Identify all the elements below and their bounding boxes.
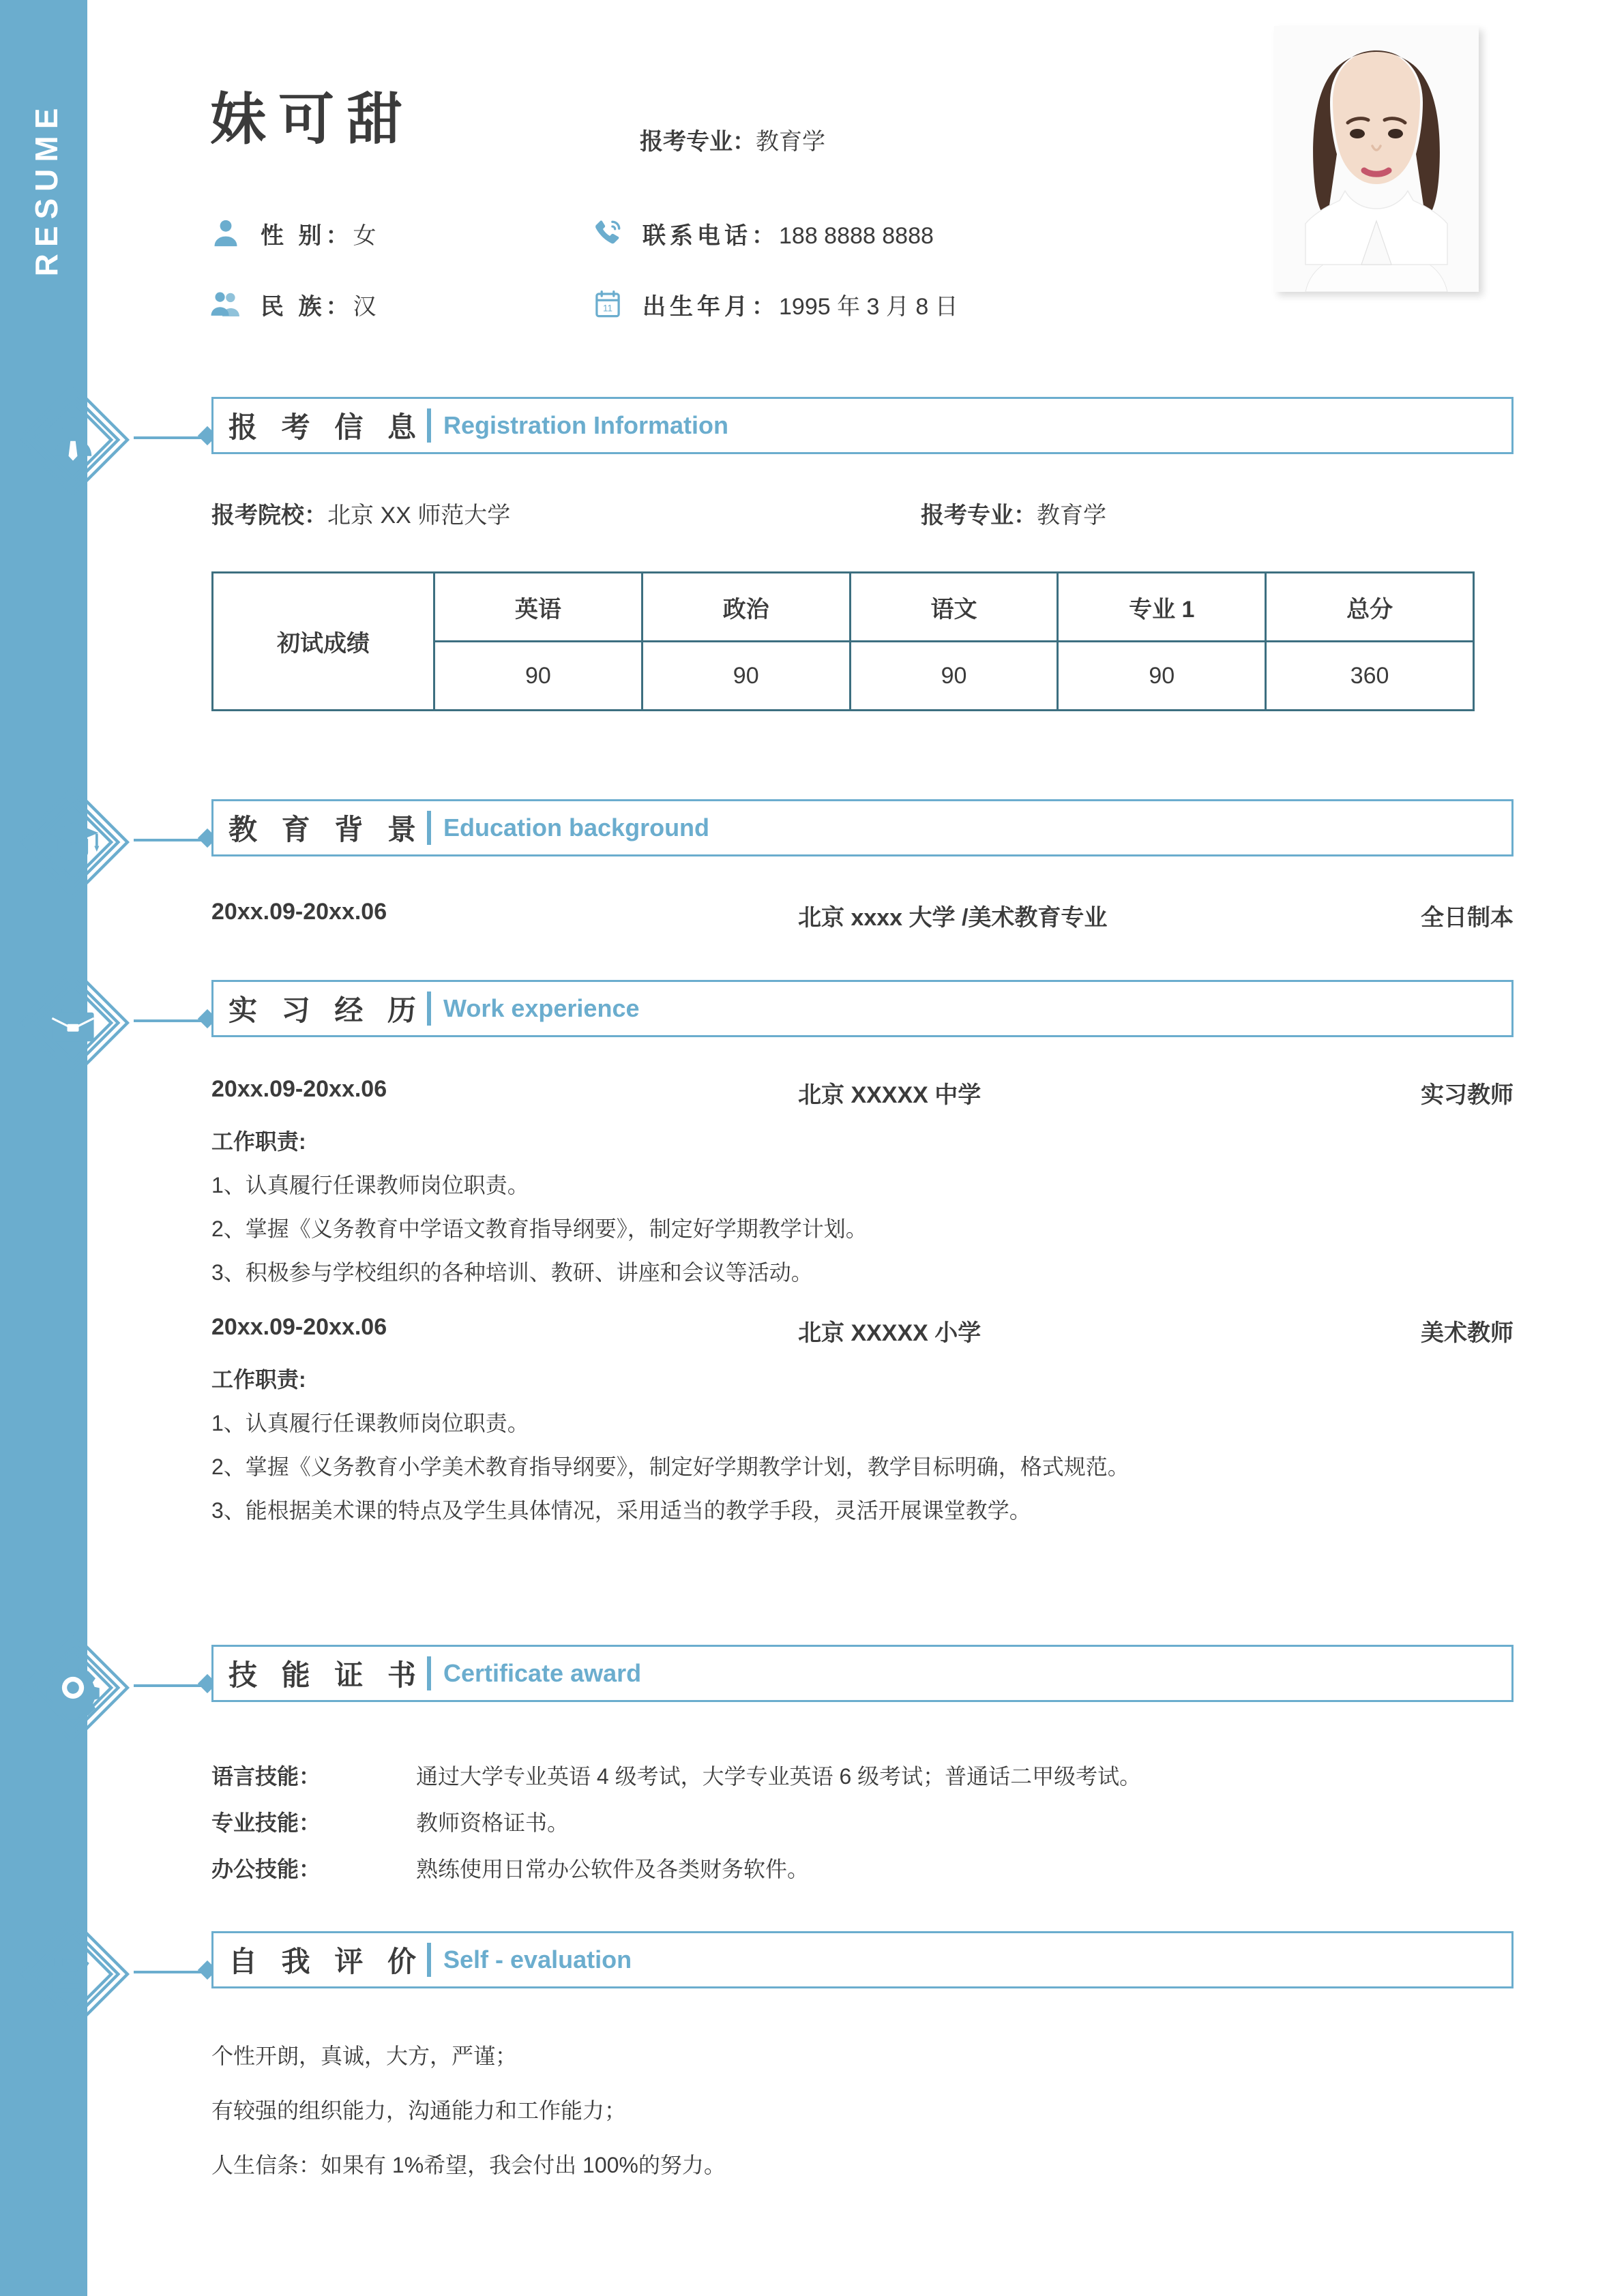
section-title-cn: 自 我 评 价 <box>228 1945 425 1978</box>
field-gender-label: 性 别： <box>261 222 353 249</box>
header <box>87 0 1624 355</box>
field-gender <box>210 217 592 250</box>
work-entry <box>211 1314 1514 1525</box>
resume-vertical-label: RESUME <box>29 101 64 277</box>
badge-connector <box>134 839 205 841</box>
work-duty-item: 2、掌握《义务教育中学语文教育指导纲要》，制定好学期教学计划。 <box>211 1217 868 1241</box>
certificate-key: 专业技能： <box>211 1810 321 1835</box>
work-role: 实习教师 <box>1421 1082 1514 1108</box>
section-divider <box>427 811 431 845</box>
person-icon <box>210 218 241 249</box>
certificate-value: 熟练使用日常办公软件及各类财务软件。 <box>416 1857 810 1881</box>
avatar <box>1274 26 1479 292</box>
section-title-en: Education background <box>443 814 710 841</box>
evaluation-line: 有较强的组织能力，沟通能力和工作能力； <box>211 2098 627 2123</box>
briefcase-icon <box>15 965 131 1081</box>
badge-connector <box>134 1684 205 1687</box>
registration-body <box>211 496 1514 530</box>
section-title-cn: 实 习 经 历 <box>228 994 425 1026</box>
document-pen-icon <box>15 1916 131 2032</box>
header-major-value: 教育学 <box>756 129 825 155</box>
field-ethnicity-text <box>261 288 376 321</box>
scores-value-cell: 90 <box>850 642 1058 711</box>
evaluation-body <box>211 2039 1514 2203</box>
section-header-registration <box>211 397 1514 454</box>
registration-major <box>921 496 1106 530</box>
field-gender-value: 女 <box>353 222 377 249</box>
work-duty-item: 2、掌握《义务教育小学美术教育指导纲要》，制定好学期教学计划，教学目标明确，格式规范。 <box>211 1455 1130 1479</box>
work-duty-item: 3、能根据美术课的特点及学生具体情况，采用适当的教学手段，灵活开展课堂教学。 <box>211 1498 1031 1523</box>
work-org: 北京 XXXXX 中学 <box>798 1082 981 1108</box>
certificate-row <box>211 1759 1514 1791</box>
work-org: 北京 XXXXX 小学 <box>798 1320 981 1346</box>
field-gender-text <box>261 217 376 250</box>
scores-value-cell: 90 <box>434 642 643 711</box>
work-role: 美术教师 <box>1421 1320 1514 1346</box>
field-birthdate-value: 1995 年 3 月 8 日 <box>779 293 958 320</box>
graduation-cap-icon <box>15 784 131 900</box>
work-duty-item: 3、积极参与学校组织的各种培训、教研、讲座和会议等活动。 <box>211 1260 813 1285</box>
phone-icon <box>592 218 623 249</box>
section-header-education <box>211 799 1514 856</box>
registration-major-value: 教育学 <box>1037 503 1106 528</box>
header-major <box>640 123 825 156</box>
section-title-en: Registration Information <box>443 411 729 439</box>
header-major-label: 报考专业： <box>640 129 756 155</box>
field-phone-text <box>643 217 934 250</box>
registration-headline <box>211 496 1514 530</box>
section-title-en: Certificate award <box>443 1659 642 1687</box>
field-ethnicity-label: 民 族： <box>261 293 353 320</box>
badge-connector <box>134 1971 205 1973</box>
badge-connector <box>134 1019 205 1022</box>
section-divider <box>427 992 431 1026</box>
certificate-value: 通过大学专业英语 4 级考试，大学专业英语 6 级考试；普通话二甲级考试。 <box>416 1764 1142 1789</box>
scores-value-cell: 360 <box>1266 642 1474 711</box>
scores-row-label: 初试成绩 <box>213 573 434 711</box>
registration-school-label: 报考院校： <box>211 503 327 528</box>
field-birthdate <box>592 288 1206 321</box>
header-info-row <box>210 198 1233 269</box>
work-duty-item: 1、认真履行任课教师岗位职责。 <box>211 1411 529 1435</box>
work-date: 20xx.09-20xx.06 <box>211 1314 387 1340</box>
candidate-name: 妹可甜 <box>210 89 415 151</box>
work-entry-head <box>211 1314 1514 1347</box>
work-duty-title: 工作职责: <box>211 1129 306 1154</box>
certificate-key: 办公技能： <box>211 1857 321 1881</box>
education-school: 北京 xxxx 大学 /美术教育专业 <box>798 905 1108 931</box>
person-badge-icon <box>15 382 131 498</box>
scores-header-cell: 总分 <box>1266 573 1474 642</box>
section-title-en: Work experience <box>443 994 640 1022</box>
section-title-cn: 教 育 背 景 <box>228 814 425 846</box>
registration-major-label: 报考专业： <box>921 503 1037 528</box>
work-entry <box>211 1076 1514 1287</box>
field-birthdate-text <box>643 288 958 321</box>
scores-header-cell: 专业 1 <box>1058 573 1266 642</box>
registration-school <box>211 496 921 530</box>
field-ethnicity <box>210 288 592 321</box>
certificate-body <box>211 1759 1514 1898</box>
header-info-row <box>210 269 1233 340</box>
scores-header-cell: 英语 <box>434 573 643 642</box>
badge-connector <box>134 436 205 439</box>
certificate-row <box>211 1806 1514 1837</box>
work-entry-head <box>211 1076 1514 1109</box>
section-header-certificate <box>211 1645 1514 1702</box>
work-duty-title: 工作职责: <box>211 1367 306 1392</box>
work-entry-gap <box>211 1287 1514 1314</box>
section-header-work <box>211 980 1514 1037</box>
section-title-cn: 报 考 信 息 <box>228 411 425 443</box>
section-divider <box>427 408 431 443</box>
svg-text:11: 11 <box>603 303 612 314</box>
section-divider <box>427 1656 431 1690</box>
scores-table <box>211 571 1475 711</box>
scores-header-cell: 语文 <box>850 573 1058 642</box>
field-ethnicity-value: 汉 <box>353 293 377 320</box>
gear-icon <box>15 1630 131 1746</box>
field-phone-label: 联系电话： <box>643 222 779 249</box>
field-phone <box>592 217 1206 250</box>
work-date: 20xx.09-20xx.06 <box>211 1076 387 1102</box>
people-icon <box>210 288 241 320</box>
education-body <box>211 899 1514 932</box>
calendar-icon <box>592 288 623 320</box>
education-date: 20xx.09-20xx.06 <box>211 899 387 925</box>
header-info-grid <box>210 198 1233 340</box>
scores-value-cell: 90 <box>1058 642 1266 711</box>
section-header-evaluation <box>211 1931 1514 1988</box>
scores-table-wrap <box>211 571 1514 711</box>
section-title-en: Self - evaluation <box>443 1945 632 1973</box>
scores-value-cell: 90 <box>642 642 850 711</box>
scores-header-cell: 政治 <box>642 573 850 642</box>
table-row-header <box>213 573 1474 642</box>
certificate-row <box>211 1852 1514 1883</box>
field-birthdate-label: 出生年月： <box>643 293 779 320</box>
section-title-cn: 技 能 证 书 <box>228 1659 425 1691</box>
work-body <box>211 1076 1514 1525</box>
work-duty-item: 1、认真履行任课教师岗位职责。 <box>211 1173 529 1197</box>
certificate-key: 语言技能： <box>211 1764 321 1789</box>
section-divider <box>427 1943 431 1977</box>
education-entry <box>211 899 1514 932</box>
certificate-value: 教师资格证书。 <box>416 1810 570 1835</box>
education-degree: 全日制本 <box>1421 905 1514 931</box>
registration-school-value: 北京 XX 师范大学 <box>327 503 511 528</box>
field-phone-value: 188 8888 8888 <box>779 222 934 249</box>
evaluation-line: 人生信条：如果有 1%希望，我会付出 100%的努力。 <box>211 2153 726 2177</box>
evaluation-line: 个性开朗，真诚，大方，严谨； <box>211 2044 518 2068</box>
